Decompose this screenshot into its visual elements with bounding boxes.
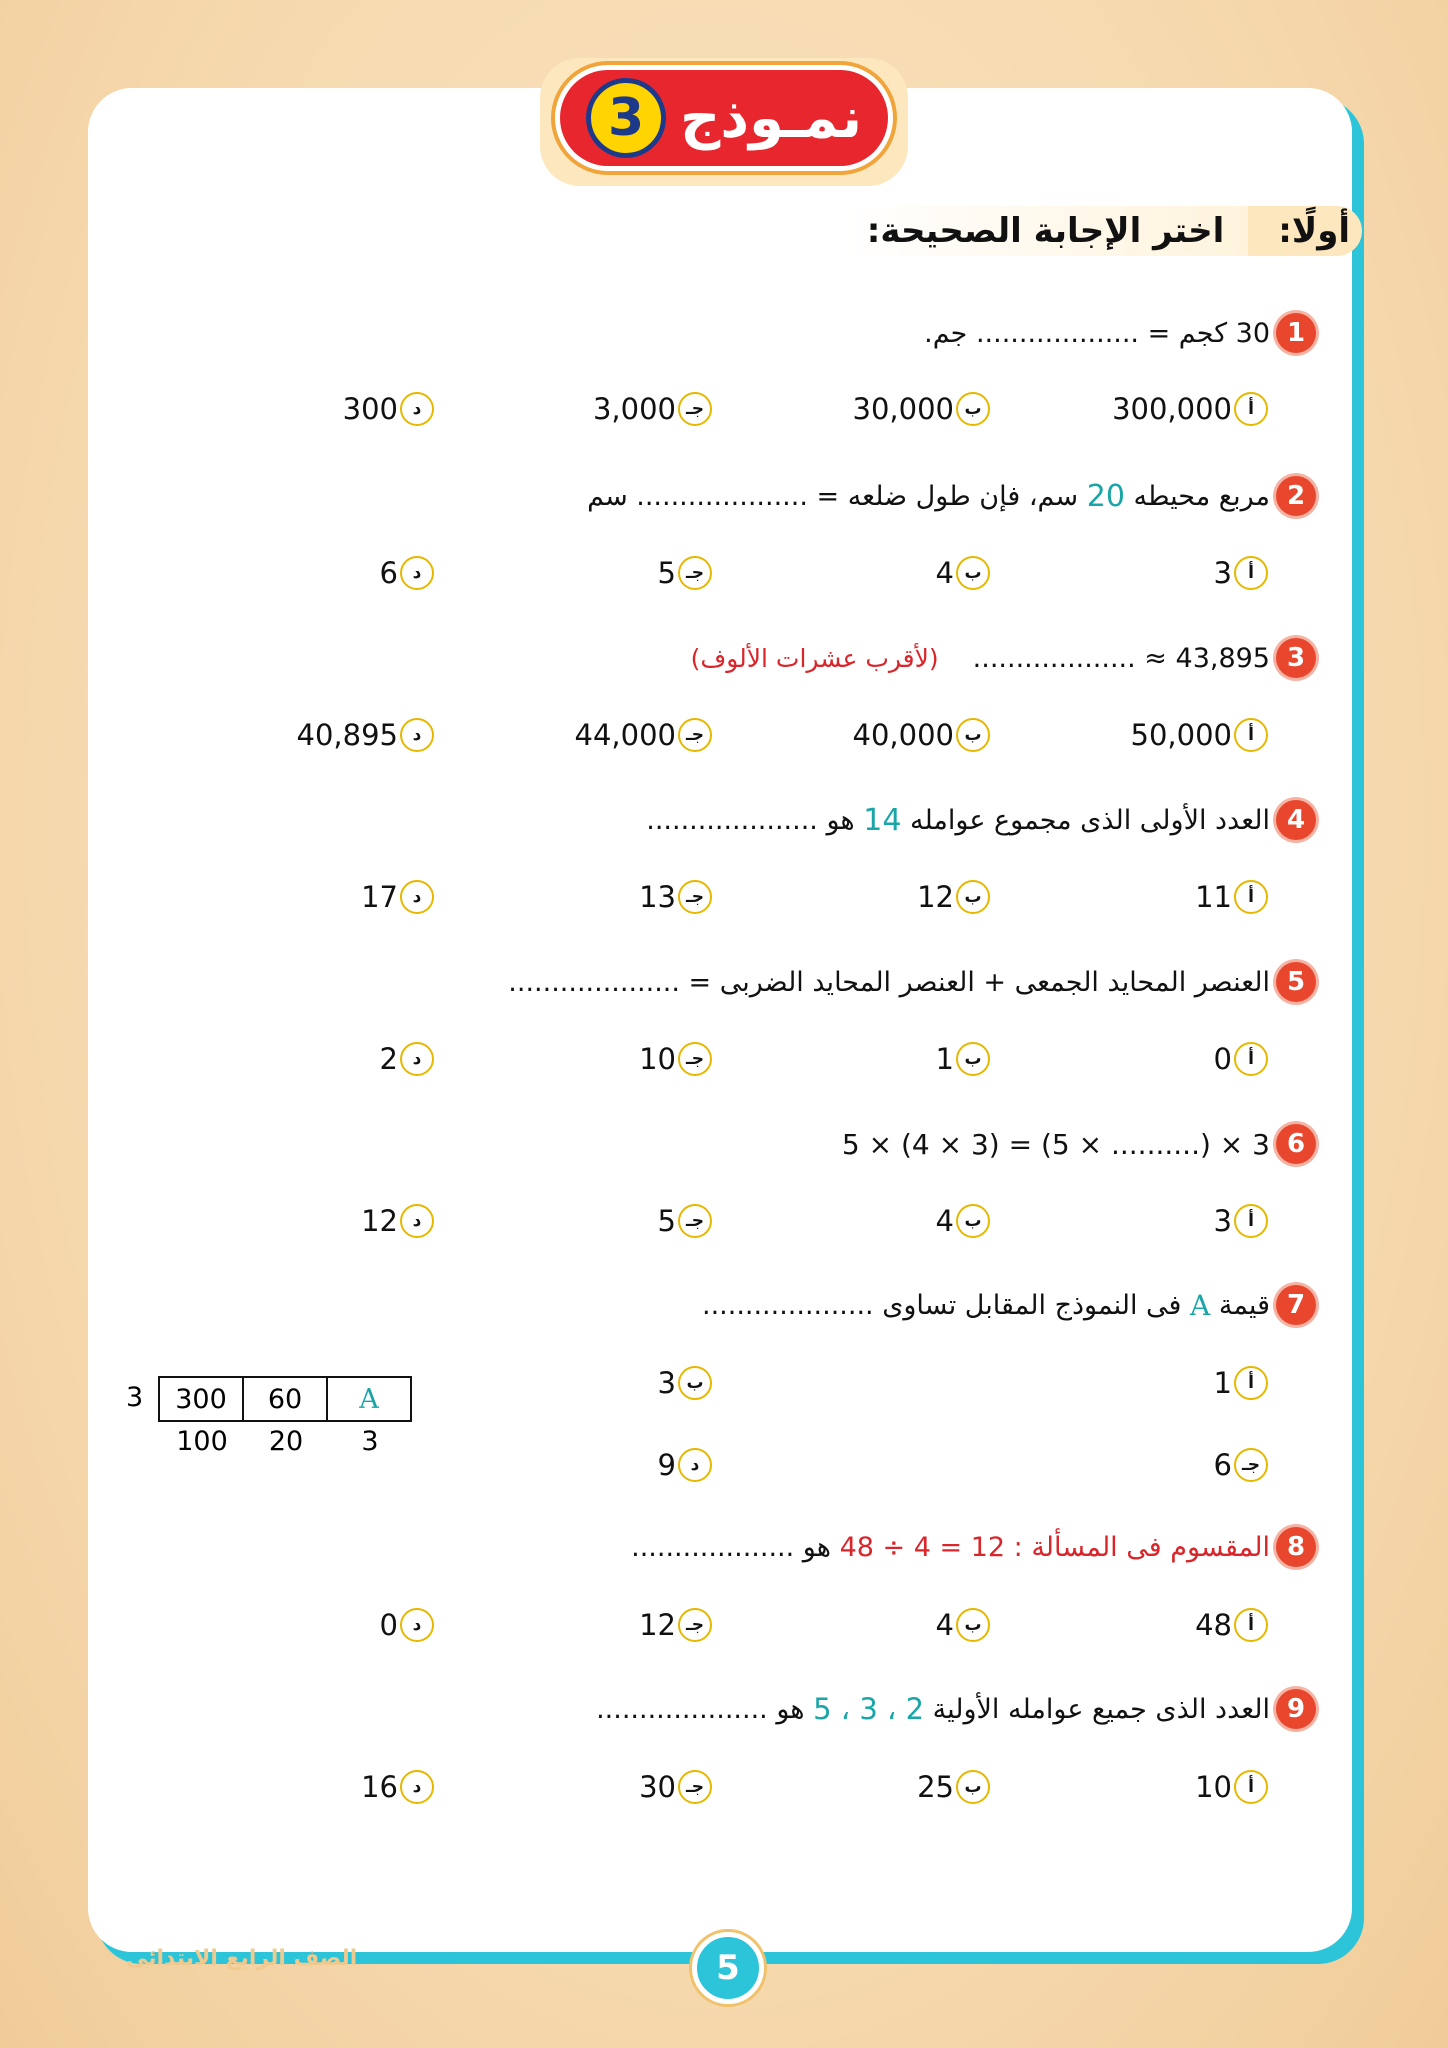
answer-option[interactable] (790, 1770, 990, 1804)
question-5 (508, 962, 1316, 1002)
question-text: فى النموذج المقابل تساوى .................... (701, 1289, 1191, 1321)
option-letter-circle: أ (1234, 880, 1268, 914)
answer-option[interactable] (1068, 392, 1268, 426)
model-bottom-row (160, 1426, 412, 1457)
option-value: 10 (639, 1042, 676, 1076)
option-value: 3 (1213, 1204, 1232, 1238)
answer-option[interactable] (512, 1770, 712, 1804)
model-bottom-value: 100 (176, 1426, 228, 1457)
option-letter-circle: جـ (678, 1204, 712, 1238)
answer-option[interactable] (234, 392, 434, 426)
question-number: 5 (1276, 962, 1316, 1002)
model-cell-unknown: A (326, 1378, 410, 1420)
option-letter-circle: د (400, 1770, 434, 1804)
question-text: العنصر المحايد الجمعى + العنصر المحايد الضربى = .................... (508, 966, 1270, 998)
question-number: 6 (1276, 1124, 1316, 1164)
option-letter-circle: د (400, 718, 434, 752)
question-number: 9 (1276, 1689, 1316, 1729)
answer-option[interactable] (1068, 556, 1268, 590)
option-letter-circle: د (400, 556, 434, 590)
model-bottom-value: 20 (268, 1426, 304, 1457)
question-text: 5 × (4 × 3) = (5 × ..........) × 3 (841, 1127, 1270, 1161)
answer-option[interactable] (790, 718, 990, 752)
area-model (126, 1376, 416, 1466)
option-letter-circle: ب (956, 1204, 990, 1238)
option-letter-circle: د (400, 1204, 434, 1238)
question-number: 3 (1276, 638, 1316, 678)
option-value: 13 (639, 880, 676, 914)
section-header (843, 206, 1362, 256)
answer-option[interactable] (512, 718, 712, 752)
content-card (88, 85, 1352, 1952)
question-text: 30 كجم = ................... جم. (924, 317, 1270, 349)
option-value: 5 (657, 556, 676, 590)
option-value: 4 (935, 1204, 954, 1238)
model-left-factor: 3 (126, 1382, 144, 1413)
option-value: 40,895 (296, 718, 398, 752)
option-letter-circle: د (400, 1608, 434, 1642)
option-value: 44,000 (574, 718, 676, 752)
answer-option[interactable] (1068, 718, 1268, 752)
option-value: 3,000 (592, 392, 676, 426)
question-number: 1 (1276, 313, 1316, 353)
answer-option[interactable] (790, 556, 990, 590)
option-value: 11 (1195, 880, 1232, 914)
option-value: 5 (657, 1204, 676, 1238)
question-number: 2 (1276, 476, 1316, 516)
answer-option[interactable] (512, 556, 712, 590)
option-value: 1 (935, 1042, 954, 1076)
option-letter-circle: ب (956, 1042, 990, 1076)
answer-option[interactable] (234, 718, 434, 752)
option-value: 4 (935, 556, 954, 590)
option-letter-circle: جـ (1234, 1448, 1268, 1482)
question-text: المقسوم فى المسألة : 12 = 4 ÷ 48 (839, 1531, 1270, 1563)
answer-option[interactable] (234, 1042, 434, 1076)
question-text: هو .................... (596, 1693, 814, 1725)
question-8 (631, 1527, 1316, 1567)
option-letter-circle: أ (1234, 718, 1268, 752)
option-value: 10 (1195, 1770, 1232, 1804)
model-word: نمـوذج (680, 85, 862, 151)
option-value: 300 (342, 392, 398, 426)
option-letter-circle: جـ (678, 1770, 712, 1804)
answer-option[interactable] (512, 1204, 712, 1238)
answer-option[interactable] (234, 1204, 434, 1238)
option-value: 6 (379, 556, 398, 590)
question-6 (842, 1124, 1316, 1164)
answer-option[interactable] (234, 1608, 434, 1642)
question-number: 8 (1276, 1527, 1316, 1567)
highlight-letter: A (1190, 1288, 1211, 1322)
answer-option[interactable] (234, 1770, 434, 1804)
question-3 (691, 638, 1316, 678)
page-number: 5 (692, 1932, 764, 2004)
model-cell: 300 (175, 1383, 227, 1415)
option-letter-circle: أ (1234, 1042, 1268, 1076)
grade-label: الصف الرابع الابتدائى (126, 1946, 358, 1971)
option-value: 1 (1213, 1366, 1232, 1400)
option-value: 16 (361, 1770, 398, 1804)
answer-option[interactable] (1068, 1770, 1268, 1804)
answer-option[interactable] (512, 1366, 712, 1400)
option-letter-circle: ب (956, 718, 990, 752)
option-value: 50,000 (1130, 718, 1232, 752)
option-value: 12 (361, 1204, 398, 1238)
answer-option[interactable] (790, 880, 990, 914)
model-bottom-value: 3 (361, 1426, 379, 1457)
model-cell: 60 (242, 1378, 326, 1420)
highlight-number: 14 (863, 802, 902, 838)
question-7 (702, 1285, 1316, 1325)
option-letter-circle: ب (678, 1366, 712, 1400)
option-letter-circle: د (400, 1042, 434, 1076)
question-note: (لأقرب عشرات الألوف) (690, 643, 939, 673)
answer-option[interactable] (1068, 1204, 1268, 1238)
answer-option[interactable] (512, 1042, 712, 1076)
question-text: هو .................... (646, 804, 864, 836)
option-value: 0 (379, 1608, 398, 1642)
option-letter-circle: جـ (678, 1608, 712, 1642)
option-letter-circle: أ (1234, 392, 1268, 426)
question-number: 4 (1276, 800, 1316, 840)
option-letter-circle: ب (956, 1608, 990, 1642)
answer-option[interactable] (790, 1608, 990, 1642)
answer-option[interactable] (1068, 880, 1268, 914)
answer-option[interactable] (790, 1042, 990, 1076)
option-letter-circle: جـ (678, 718, 712, 752)
question-text: العدد الأولى الذى مجموع عوامله (901, 804, 1270, 836)
model-badge (560, 70, 888, 166)
option-letter-circle: أ (1234, 1366, 1268, 1400)
answer-option[interactable] (512, 392, 712, 426)
option-letter-circle: أ (1234, 1770, 1268, 1804)
option-letter-circle: جـ (678, 556, 712, 590)
option-value: 300,000 (1112, 392, 1232, 426)
option-value: 30 (639, 1770, 676, 1804)
option-value: 40,000 (852, 718, 954, 752)
question-text: العدد الذى جميع عوامله الأولية (924, 1693, 1270, 1725)
option-letter-circle: جـ (678, 1042, 712, 1076)
section-label: أولًا: (1248, 206, 1362, 256)
answer-option[interactable] (790, 1204, 990, 1238)
highlight-number: 20 (1086, 478, 1125, 514)
option-letter-circle: د (400, 880, 434, 914)
question-4 (646, 800, 1316, 840)
option-value: 0 (1213, 1042, 1232, 1076)
option-value: 30,000 (852, 392, 954, 426)
option-value: 4 (935, 1608, 954, 1642)
answer-option[interactable] (1068, 1448, 1268, 1482)
answer-option[interactable] (512, 1448, 712, 1482)
question-text: مربع محيطه (1124, 480, 1270, 512)
option-value: 3 (1213, 556, 1232, 590)
answer-option[interactable] (512, 1608, 712, 1642)
question-2 (587, 476, 1316, 516)
option-value: 3 (657, 1366, 676, 1400)
option-letter-circle: ب (956, 392, 990, 426)
option-letter-circle: أ (1234, 1608, 1268, 1642)
question-text: هو ................... (631, 1531, 840, 1563)
answer-option[interactable] (234, 880, 434, 914)
section-title: اختر الإجابة الصحيحة: (843, 206, 1249, 256)
option-value: 6 (1213, 1448, 1232, 1482)
option-letter-circle: ب (956, 1770, 990, 1804)
model-grid (158, 1376, 412, 1422)
option-letter-circle: د (400, 392, 434, 426)
option-value: 12 (639, 1608, 676, 1642)
answer-option[interactable] (234, 556, 434, 590)
option-letter-circle: جـ (678, 880, 712, 914)
option-value: 48 (1195, 1608, 1232, 1642)
answer-option[interactable] (1068, 1608, 1268, 1642)
question-text: ................... ≈ 43,895 (972, 642, 1270, 674)
question-text: قيمة (1210, 1289, 1270, 1321)
option-value: 2 (379, 1042, 398, 1076)
question-9 (596, 1689, 1316, 1729)
option-value: 25 (917, 1770, 954, 1804)
option-value: 17 (361, 880, 398, 914)
option-letter-circle: أ (1234, 556, 1268, 590)
footer-line (740, 1955, 1300, 1963)
answer-option[interactable] (1068, 1366, 1268, 1400)
option-letter-circle: د (678, 1448, 712, 1482)
question-number: 7 (1276, 1285, 1316, 1325)
option-letter-circle: ب (956, 556, 990, 590)
question-text: سم، فإن طول ضلعه = .................... سم (587, 480, 1087, 512)
option-letter-circle: ب (956, 880, 990, 914)
question-1 (924, 313, 1316, 353)
answer-option[interactable] (790, 392, 990, 426)
option-letter-circle: أ (1234, 1204, 1268, 1238)
option-value: 9 (657, 1448, 676, 1482)
highlight-numbers: 2 ، 3 ، 5 (813, 1692, 925, 1726)
answer-option[interactable] (512, 880, 712, 914)
model-number: 3 (586, 78, 666, 158)
option-letter-circle: جـ (678, 392, 712, 426)
answer-option[interactable] (1068, 1042, 1268, 1076)
option-value: 12 (917, 880, 954, 914)
